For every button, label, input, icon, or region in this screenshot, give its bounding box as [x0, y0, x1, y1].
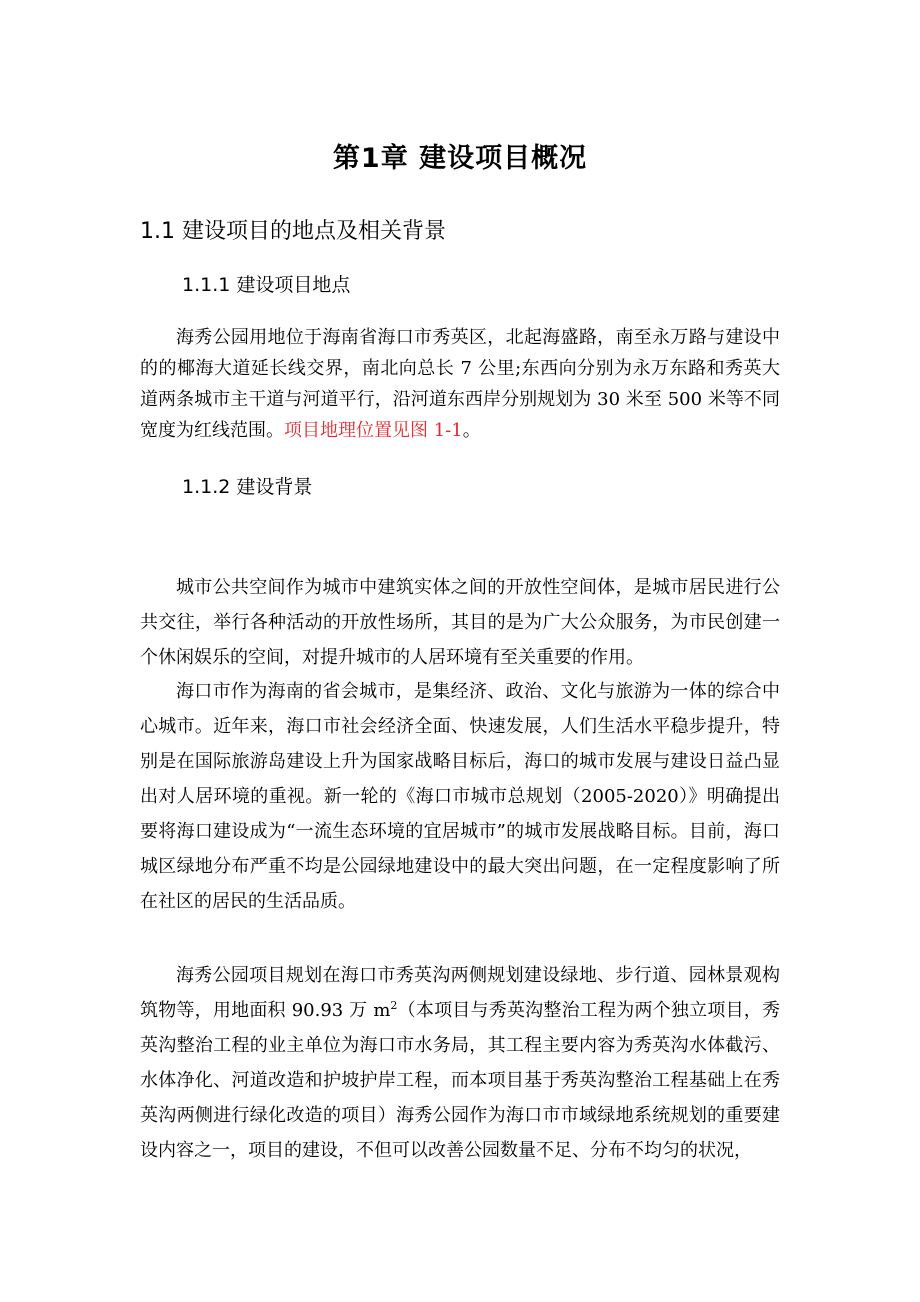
chapter-title: 第1章 建设项目概况: [332, 143, 588, 174]
section-heading-1-1-1: 1.1.1 建设项目地点: [182, 274, 351, 296]
paragraph-3-text-b: （本项目与秀英沟整治工程为两个独立项目，秀英沟整治工程的业主单位为海口市水务局，其工程主要内容为秀英沟水体截污、水体净化、河道改造和护坡护岸工程，而本项目基于秀英沟整治工程基础上在秀英沟两侧进行绿化改造的项目）海秀公园作为海口市市域绿地系统规划的重要建设内容之一，项目的建设，不但可以改善公园数量不足、分布不均匀的状况，: [140, 1000, 781, 1161]
section-heading-1-1-2: 1.1.2 建设背景: [182, 476, 313, 498]
section-heading-1-1: 1.1 建设项目的地点及相关背景: [140, 219, 446, 244]
figure-reference-link[interactable]: 项目地理位置见图 1-1: [284, 420, 463, 441]
location-text-end: 。: [462, 420, 481, 441]
paragraph-3-text-a: 海秀公园项目规划在海口市秀英沟两侧规划建设绿地、步行道、园林景观构筑物等，用地面积 90.93 万 m: [140, 965, 780, 1021]
background-paragraph-1: 城市公共空间作为城市中建筑实体之间的开放性空间体，是城市居民进行公共交往，举行各种活动的开放性场所，其目的是为广大公众服务，为市民创建一个休闲娱乐的空间，对提升城市的人居环境有至关重要的作用。: [140, 577, 780, 668]
background-paragraph-2: 海口市作为海南的省会城市，是集经济、政治、文化与旅游为一体的综合中心城市。近年来，海口市社会经济全面、快速发展，人们生活水平稳步提升，特别是在国际旅游岛建设上升为国家战略目标后，海口的城市发展与建设日益凸显出对人居环境的重视。新一轮的《海口市城市总规划（2005-2020）》明确提出要将海口建设成为“一流生态环境的宜居城市”的城市发展战略目标。目前，海口城区绿地分布严重不均是公园绿地建设中的最大突出问题，在一定程度影响了所在社区的居民的生活品质。: [140, 681, 780, 912]
location-paragraph: [140, 322, 780, 446]
location-text: 海秀公园用地位于海南省海口市秀英区，北起海盛路，南至永万路与建设中的的椰海大道延长线交界，南北向总长 7 公里;东西向分别为永万东路和秀英大道两条城市主干道与河道平行，沿河道东西岸分别规划为 30 米至 500 米等不同宽度为红线范围。: [140, 327, 780, 441]
background-paragraph-3: [140, 958, 780, 1168]
area-unit-superscript: 2: [390, 999, 398, 1012]
